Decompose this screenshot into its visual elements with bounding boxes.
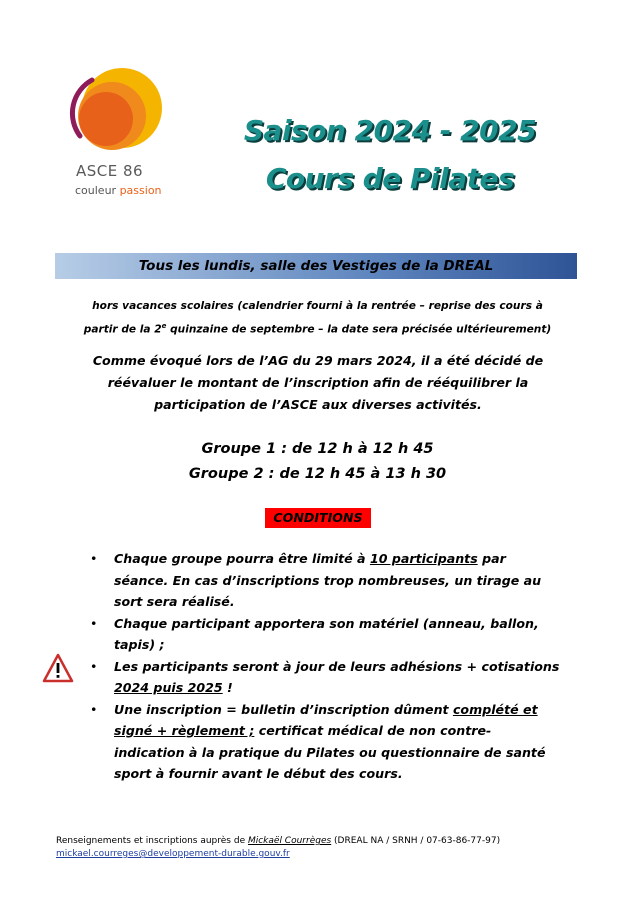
conditions-list [90, 548, 560, 785]
intro-line-1: Comme évoqué lors de l’AG du 29 mars 2024, il a été décidé de [92, 353, 544, 368]
holiday-note-line-1: hors vacances scolaires (calendrier fourni à la rentrée – reprise des cours à [92, 300, 543, 312]
logo-tagline-main: couleur [75, 184, 117, 197]
intro-line-2: réévaluer le montant de l’inscription afin de rééquilibrer la [107, 375, 529, 390]
holiday-note-line-2: partir de la 2e quinzaine de septembre – la date sera précisée ultérieurement) [83, 322, 552, 336]
list-item: • Chaque groupe pourra être limité à 10 participants par séance. En cas d’inscriptions trop nombreuses, un tirage au sort sera réalisé. [90, 551, 542, 609]
conditions-heading-wrap [0, 507, 636, 528]
list-item: • Les participants seront à jour de leurs adhésions + cotisations 2024 puis 2025 ! [90, 658, 560, 695]
intro-line-3: participation de l’ASCE aux diverses activités. [154, 397, 482, 412]
list-item: • Chaque participant apportera son matériel (anneau, ballon, tapis) ; [90, 615, 539, 652]
contact-line: Renseignements et inscriptions auprès de Mickaël Courrèges (DREAL NA / SRNH / 07-63-86-77-97) [56, 836, 501, 846]
page-title-course: Cours de Pilates [265, 162, 515, 195]
logo-tagline-accent: passion [119, 184, 162, 197]
asce-logo [62, 66, 172, 196]
logo-name: ASCE 86 [76, 162, 144, 180]
logo-mark-icon [62, 66, 172, 166]
contact-email-link[interactable]: mickael.courreges@developpement-durable.gouv.fr [56, 849, 290, 859]
group-2: Groupe 2 : de 12 h 45 à 13 h 30 [188, 466, 447, 482]
holiday-note [60, 296, 575, 340]
list-item: • Une inscription = bulletin d’inscription dûment complété et signé + règlement ; certificat médical de non contre-indication à la pratique du Pilates ou questionnaire de santé sport à fournir avant le début des cours. [90, 701, 546, 781]
schedule-banner: Tous les lundis, salle des Vestiges de la DREAL [55, 253, 577, 279]
contact-footer [56, 835, 500, 861]
conditions-heading: CONDITIONS [265, 508, 370, 528]
contact-name: Mickaël Courrèges [247, 836, 332, 846]
group-schedule [60, 437, 575, 487]
group-1: Groupe 1 : de 12 h à 12 h 45 [201, 441, 434, 457]
warning-icon [42, 653, 74, 685]
intro-paragraph [58, 350, 578, 416]
page-title-season: Saison 2024 - 2025 [243, 114, 537, 147]
logo-tagline [75, 184, 162, 197]
